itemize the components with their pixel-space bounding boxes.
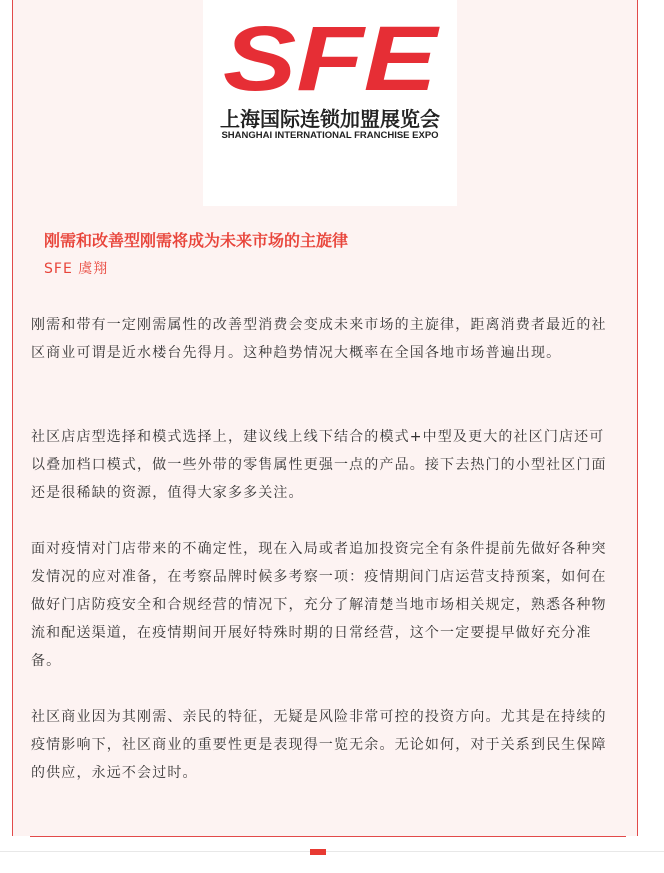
sfe-logo-mark	[219, 18, 441, 98]
card-bottom-border	[30, 836, 626, 837]
logo-title-cn: 上海国际连锁加盟展览会	[220, 107, 440, 131]
paragraph-4: 社区商业因为其刚需、亲民的特征，无疑是风险非常可控的投资方向。尤其是在持续的疫情影响下，社区商业的重要性更是表现得一览无余。无论如何，对于关系到民生保障的供应，永远不会过时。	[31, 709, 607, 781]
article-author: SFE 虞翔	[44, 261, 109, 277]
sfe-logo-letters: SFE	[223, 18, 441, 98]
footer-accent-mark	[310, 849, 326, 855]
footer-divider	[0, 851, 664, 852]
paragraph-1: 刚需和带有一定刚需属性的改善型消费会变成未来市场的主旋律，距离消费者最近的社区商业可谓是近水楼台先得月。这种趋势情况大概率在全国各地市场普遍出现。	[31, 317, 607, 361]
article-headline: 刚需和改善型刚需将成为未来市场的主旋律	[44, 231, 349, 250]
paragraph-3: 面对疫情对门店带来的不确定性，现在入局或者追加投资完全有条件提前先做好各种突发情况的应对准备，在考察品牌时候多考察一项：疫情期间门店运营支持预案，如何在做好门店防疫安全和合规经营的情况下，充分了解清楚当地市场相关规定，熟悉各种物流和配送渠道，在疫情期间开展好特殊时期的日常经营，这个一定要提早做好充分准备。	[31, 541, 607, 669]
paragraph-2: 社区店店型选择和模式选择上，建议线上线下结合的模式+中型及更大的社区门店还可以叠加档口模式，做一些外带的零售属性更强一点的产品。接下去热门的小型社区门面还是很稀缺的资源，值得大家多多关注。	[31, 429, 607, 501]
sfe-logo	[203, 0, 457, 206]
logo-title-en: SHANGHAI INTERNATIONAL FRANCHISE EXPO	[221, 130, 439, 141]
